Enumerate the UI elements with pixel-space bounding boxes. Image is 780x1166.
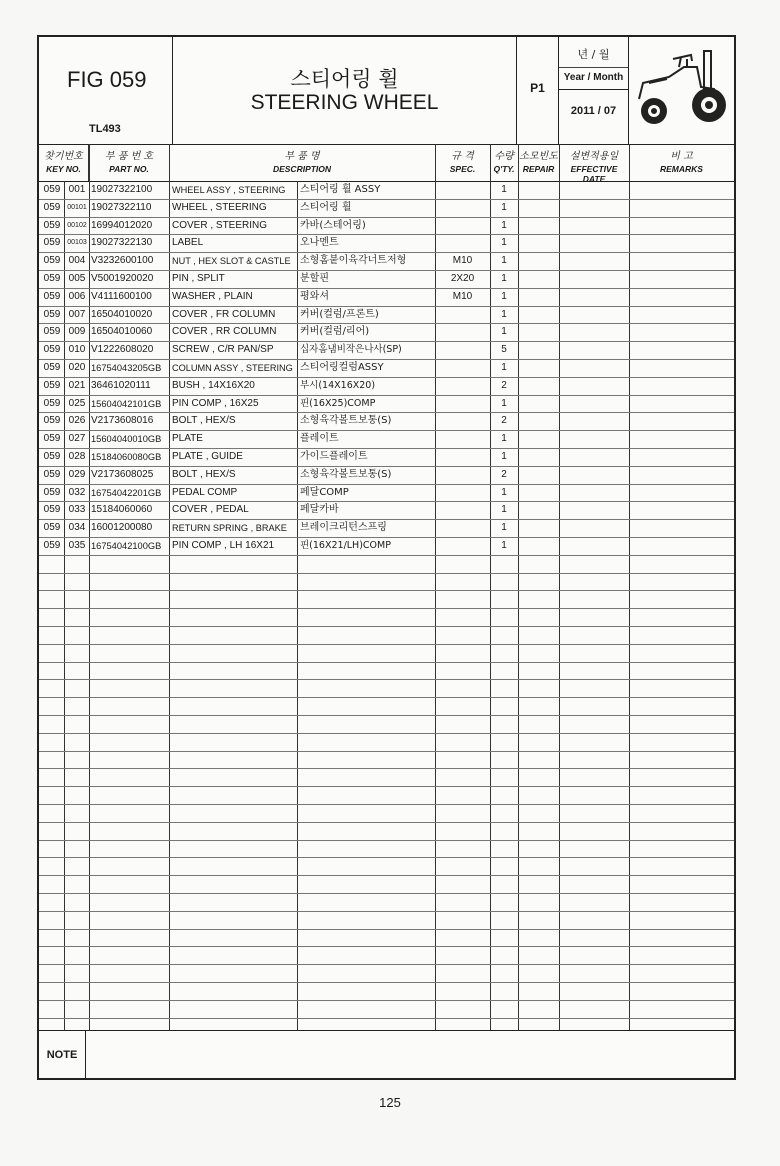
- date-cell: [559, 37, 629, 144]
- cell-part: 19027322100: [91, 184, 153, 195]
- cell-desc-en: COVER , STEERING: [172, 219, 268, 231]
- key-no-header-en: KEY NO.: [46, 164, 81, 174]
- cell-fig: 059: [43, 273, 61, 284]
- table-row: [39, 323, 734, 342]
- cell-part: V1222608020: [91, 344, 154, 356]
- model-code: TL493: [89, 123, 121, 135]
- cell-desc-ko: 스티어링 휠: [300, 201, 352, 213]
- cell-fig: 059: [43, 308, 61, 320]
- cell-desc-en: COLUMN ASSY , STEERING: [172, 363, 293, 373]
- table-row: [39, 929, 734, 948]
- part-no-header-ko: 부 품 번 호: [104, 151, 154, 162]
- tractor-icon: [629, 37, 734, 144]
- table-row: [39, 964, 734, 983]
- cell-desc-en: WHEEL , STEERING: [172, 201, 267, 213]
- cell-desc-ko: 부시(14X16X20): [300, 379, 376, 391]
- note-section: [39, 1030, 734, 1079]
- cell-desc-ko: 오나멘트: [300, 237, 339, 249]
- page-code: P1: [530, 81, 545, 95]
- cell-desc-en: BOLT , HEX/S: [172, 468, 236, 480]
- qty-header: [490, 144, 518, 181]
- cell-desc-ko: 소형육각볼트보통(S): [300, 468, 392, 480]
- cell-desc-ko: 핀(16X21/LH)COMP: [300, 540, 391, 551]
- table-row: [39, 875, 734, 894]
- cell-key: 027: [68, 433, 86, 445]
- table-row: [39, 537, 734, 556]
- cell-desc-ko: 카바(스테어링): [300, 219, 366, 231]
- cell-qty: 1: [501, 522, 507, 534]
- description-header: [169, 144, 435, 181]
- cell-key: 010: [68, 344, 86, 356]
- cell-part: V4111600100: [91, 290, 152, 302]
- page-number: 125: [379, 1095, 401, 1110]
- table-row: [39, 857, 734, 876]
- cell-desc-ko: 스티어링컬럼ASSY: [300, 362, 384, 373]
- remarks-header-en: REMARKS: [660, 164, 703, 174]
- cell-part: 16754042201GB: [91, 487, 162, 498]
- cell-part: V5001920020: [91, 273, 154, 284]
- cell-part: 15604040010GB: [91, 434, 162, 445]
- cell-spec: M10: [452, 255, 473, 267]
- table-row: [39, 341, 734, 360]
- cell-part: 16754043205GB: [91, 363, 162, 373]
- repair-header: [518, 144, 559, 181]
- cell-qty: 1: [501, 184, 507, 195]
- cell-desc-en: LABEL: [172, 237, 204, 249]
- cell-fig: 059: [43, 522, 61, 534]
- table-row: [39, 395, 734, 414]
- cell-spec: [435, 519, 490, 537]
- cell-spec: [435, 323, 490, 341]
- cell-fig: 059: [43, 379, 61, 391]
- cell-desc-en: PIN , SPLIT: [172, 273, 225, 284]
- cell-qty: 1: [501, 219, 507, 231]
- cell-spec: [435, 466, 490, 484]
- cell-key: 009: [68, 326, 86, 338]
- page-code-cell: [517, 37, 559, 144]
- cell-key: 00101: [67, 203, 87, 211]
- table-row: [39, 448, 734, 467]
- cell-spec: 2X20: [450, 273, 475, 284]
- cell-fig: 059: [43, 362, 61, 373]
- title-english: STEERING WHEEL: [250, 91, 439, 114]
- cell-spec: [435, 501, 490, 519]
- cell-desc-en: PEDAL COMP: [172, 486, 238, 498]
- qty-header-en: Q'TY.: [493, 164, 515, 174]
- cell-key: 028: [68, 451, 86, 462]
- cell-desc-ko: 페달카바: [300, 504, 339, 516]
- table-row: [39, 590, 734, 609]
- cell-key: 007: [68, 308, 86, 320]
- spec-header: [435, 144, 490, 181]
- cell-part: 15184060080GB: [91, 452, 162, 462]
- cell-desc-ko: 스티어링 휠 ASSY: [300, 184, 381, 195]
- table-row: [39, 804, 734, 823]
- table-row: [39, 1018, 734, 1030]
- cell-desc-ko: 브레이크리턴스프링: [300, 522, 387, 534]
- table-row: [39, 626, 734, 645]
- cell-qty: 1: [501, 504, 507, 516]
- description-header-en: DESCRIPTION: [272, 164, 332, 174]
- cell-fig: 059: [43, 468, 61, 480]
- repair-header-en: REPAIR: [522, 164, 555, 174]
- table-row: [39, 501, 734, 520]
- table-row: [39, 377, 734, 396]
- cell-key: 004: [68, 255, 86, 267]
- cell-key: 005: [68, 273, 86, 284]
- table-row: [39, 822, 734, 841]
- table-row: [39, 430, 734, 449]
- table-row: [39, 679, 734, 698]
- cell-desc-ko: 소형홈붙이육각너트저형: [300, 255, 407, 267]
- cell-key: 001: [68, 184, 86, 195]
- cell-qty: 1: [501, 486, 507, 498]
- cell-part: 36461020111: [91, 379, 151, 391]
- note-label: NOTE: [39, 1031, 86, 1079]
- table-row: [39, 697, 734, 716]
- table-row: [39, 608, 734, 627]
- cell-key: 00102: [67, 221, 87, 229]
- cell-qty: 2: [501, 468, 507, 480]
- cell-desc-en: COVER , FR COLUMN: [172, 308, 276, 320]
- cell-qty: 1: [501, 326, 507, 338]
- year-month-label: Year / Month: [559, 67, 628, 90]
- cell-spec: M10: [452, 290, 473, 302]
- table-row: [39, 911, 734, 930]
- cell-fig: 059: [43, 184, 61, 195]
- parts-sheet: [37, 35, 736, 1080]
- cell-desc-en: PIN COMP , 16X25: [172, 397, 259, 409]
- cell-spec: [435, 341, 490, 359]
- cell-spec: [435, 412, 490, 430]
- table-row: [39, 217, 734, 236]
- table-row: [39, 466, 734, 485]
- cell-fig: 059: [43, 326, 61, 338]
- table-row: [39, 644, 734, 663]
- cell-desc-en: NUT , HEX SLOT & CASTLE: [172, 256, 291, 267]
- cell-spec: [435, 537, 490, 555]
- cell-desc-ko: 커버(컬럼/리어): [300, 326, 370, 338]
- cell-desc-ko: 십자홈냄비작은나사(SP): [300, 344, 402, 356]
- cell-fig: 059: [43, 219, 61, 231]
- cell-fig: 059: [43, 344, 61, 356]
- cell-fig: 059: [43, 255, 61, 267]
- table-row: [39, 662, 734, 681]
- cell-desc-en: COVER , RR COLUMN: [172, 326, 277, 338]
- cell-key: 006: [68, 290, 86, 302]
- cell-part: 15604042101GB: [91, 398, 162, 409]
- cell-spec: [435, 306, 490, 324]
- table-row: [39, 982, 734, 1001]
- cell-part: 16754042100GB: [91, 541, 162, 551]
- parts-table: [39, 181, 734, 1030]
- table-row: [39, 412, 734, 431]
- cell-part: 16001200080: [91, 522, 153, 534]
- cell-fig: 059: [43, 290, 61, 302]
- cell-key: 033: [68, 504, 86, 516]
- remarks-header: [629, 144, 734, 181]
- part-no-header: [89, 144, 169, 181]
- cell-part: 19027322110: [91, 201, 152, 213]
- cell-desc-en: COVER , PEDAL: [172, 504, 249, 516]
- cell-desc-en: PLATE: [172, 433, 203, 445]
- table-row: [39, 1000, 734, 1019]
- table-row: [39, 733, 734, 752]
- cell-key: 00103: [67, 239, 87, 247]
- cell-spec: [435, 359, 490, 377]
- cell-qty: 1: [501, 255, 507, 267]
- cell-desc-ko: 커버(컬럼/프론트): [300, 308, 379, 320]
- cell-fig: 059: [43, 486, 61, 498]
- cell-spec: [435, 377, 490, 395]
- table-row: [39, 519, 734, 538]
- cell-key: 029: [68, 468, 86, 480]
- key-no-header-ko: 찾기번호: [44, 151, 83, 162]
- cell-spec: [435, 430, 490, 448]
- table-row: [39, 234, 734, 253]
- cell-key: 026: [68, 415, 86, 427]
- fig-number: FIG 059: [67, 67, 147, 92]
- cell-part: 16994012020: [91, 219, 153, 231]
- cell-spec: [435, 199, 490, 217]
- cell-qty: 1: [501, 273, 507, 284]
- cell-fig: 059: [43, 451, 61, 462]
- cell-desc-en: BOLT , HEX/S: [172, 415, 236, 427]
- cell-key: 025: [68, 397, 86, 409]
- table-row: [39, 768, 734, 787]
- cell-desc-en: BUSH , 14X16X20: [172, 379, 255, 391]
- revision-date: 2011 / 07: [570, 105, 617, 117]
- cell-desc-ko: 핀(16X25)COMP: [300, 397, 376, 409]
- repair-header-ko: 소모빈도: [519, 151, 558, 162]
- cell-part: 19027322130: [91, 237, 153, 249]
- sheet-header: [39, 37, 734, 145]
- table-row: [39, 786, 734, 805]
- cell-fig: 059: [43, 415, 61, 427]
- cell-spec: [435, 234, 490, 252]
- cell-spec: [435, 217, 490, 235]
- cell-desc-ko: 분할핀: [300, 273, 329, 284]
- table-row: [39, 359, 734, 378]
- effective-date-header-en: EFFECTIVE DATE: [570, 164, 618, 184]
- cell-qty: 1: [501, 451, 507, 462]
- cell-fig: 059: [43, 201, 61, 213]
- cell-part: 16504010020: [91, 308, 153, 320]
- cell-desc-en: WASHER , PLAIN: [172, 290, 253, 302]
- table-row: [39, 288, 734, 307]
- cell-spec: [435, 484, 490, 502]
- table-row: [39, 199, 734, 218]
- cell-key: 034: [68, 522, 86, 534]
- table-row: [39, 751, 734, 770]
- cell-qty: 1: [501, 397, 507, 409]
- cell-fig: 059: [43, 397, 61, 409]
- cell-part: 16504010060: [91, 326, 153, 338]
- cell-part: V2173608016: [91, 415, 154, 427]
- cell-qty: 1: [501, 362, 507, 373]
- cell-part: V2173608025: [91, 468, 154, 480]
- spec-header-en: SPEC.: [449, 164, 476, 174]
- table-row: [39, 946, 734, 965]
- cell-fig: 059: [43, 433, 61, 445]
- fig-cell: [39, 37, 173, 144]
- cell-spec: [435, 448, 490, 466]
- cell-qty: 2: [501, 415, 507, 427]
- table-row: [39, 270, 734, 289]
- cell-fig: 059: [43, 540, 61, 551]
- table-row: [39, 573, 734, 592]
- cell-key: 032: [68, 486, 86, 498]
- remarks-header-ko: 비 고: [670, 151, 693, 162]
- cell-qty: 1: [501, 433, 507, 445]
- effective-date-header: [559, 144, 629, 184]
- cell-spec: [435, 395, 490, 413]
- cell-desc-ko: 페달COMP: [300, 486, 349, 498]
- cell-qty: 1: [501, 201, 507, 213]
- table-row: [39, 252, 734, 271]
- spec-header-ko: 규 격: [451, 151, 474, 162]
- table-row: [39, 715, 734, 734]
- cell-qty: 2: [501, 379, 507, 391]
- cell-desc-ko: 평와셔: [300, 290, 329, 302]
- table-row: [39, 555, 734, 574]
- cell-desc-ko: 소형육각볼트보통(S): [300, 415, 392, 427]
- cell-fig: 059: [43, 504, 61, 516]
- table-row: [39, 840, 734, 859]
- description-header-ko: 부 품 명: [284, 151, 320, 162]
- cell-desc-en: PLATE , GUIDE: [172, 451, 243, 462]
- cell-part: 15184060060: [91, 504, 153, 516]
- cell-desc-en: PIN COMP , LH 16X21: [172, 540, 275, 551]
- key-no-header: [39, 144, 89, 181]
- title-cell: [173, 37, 517, 144]
- title-korean: 스티어링 휠: [290, 67, 399, 91]
- cell-qty: 1: [501, 237, 507, 249]
- table-row: [39, 181, 734, 200]
- part-no-header-en: PART NO.: [109, 164, 149, 174]
- table-row: [39, 306, 734, 325]
- year-month-korean: 년 / 월: [559, 43, 628, 68]
- cell-desc-ko: 가이드플레이트: [300, 451, 368, 462]
- cell-desc-en: WHEEL ASSY , STEERING: [172, 185, 286, 195]
- cell-fig: 059: [43, 237, 61, 249]
- effective-date-header-ko: 설변적용일: [569, 151, 619, 162]
- cell-key: 021: [68, 379, 86, 391]
- table-row: [39, 893, 734, 912]
- cell-key: 020: [68, 362, 86, 373]
- cell-desc-en: RETURN SPRING , BRAKE: [172, 523, 287, 534]
- cell-desc-en: SCREW , C/R PAN/SP: [172, 344, 274, 356]
- qty-header-ko: 수량: [494, 151, 514, 162]
- cell-desc-ko: 플레이트: [300, 433, 339, 445]
- table-row: [39, 484, 734, 503]
- cell-part: V3232600100: [91, 255, 154, 267]
- cell-spec: [435, 181, 490, 199]
- cell-qty: 1: [501, 540, 507, 551]
- cell-key: 035: [68, 540, 86, 551]
- cell-qty: 1: [501, 290, 507, 302]
- cell-qty: 1: [501, 308, 507, 320]
- cell-qty: 5: [501, 344, 507, 356]
